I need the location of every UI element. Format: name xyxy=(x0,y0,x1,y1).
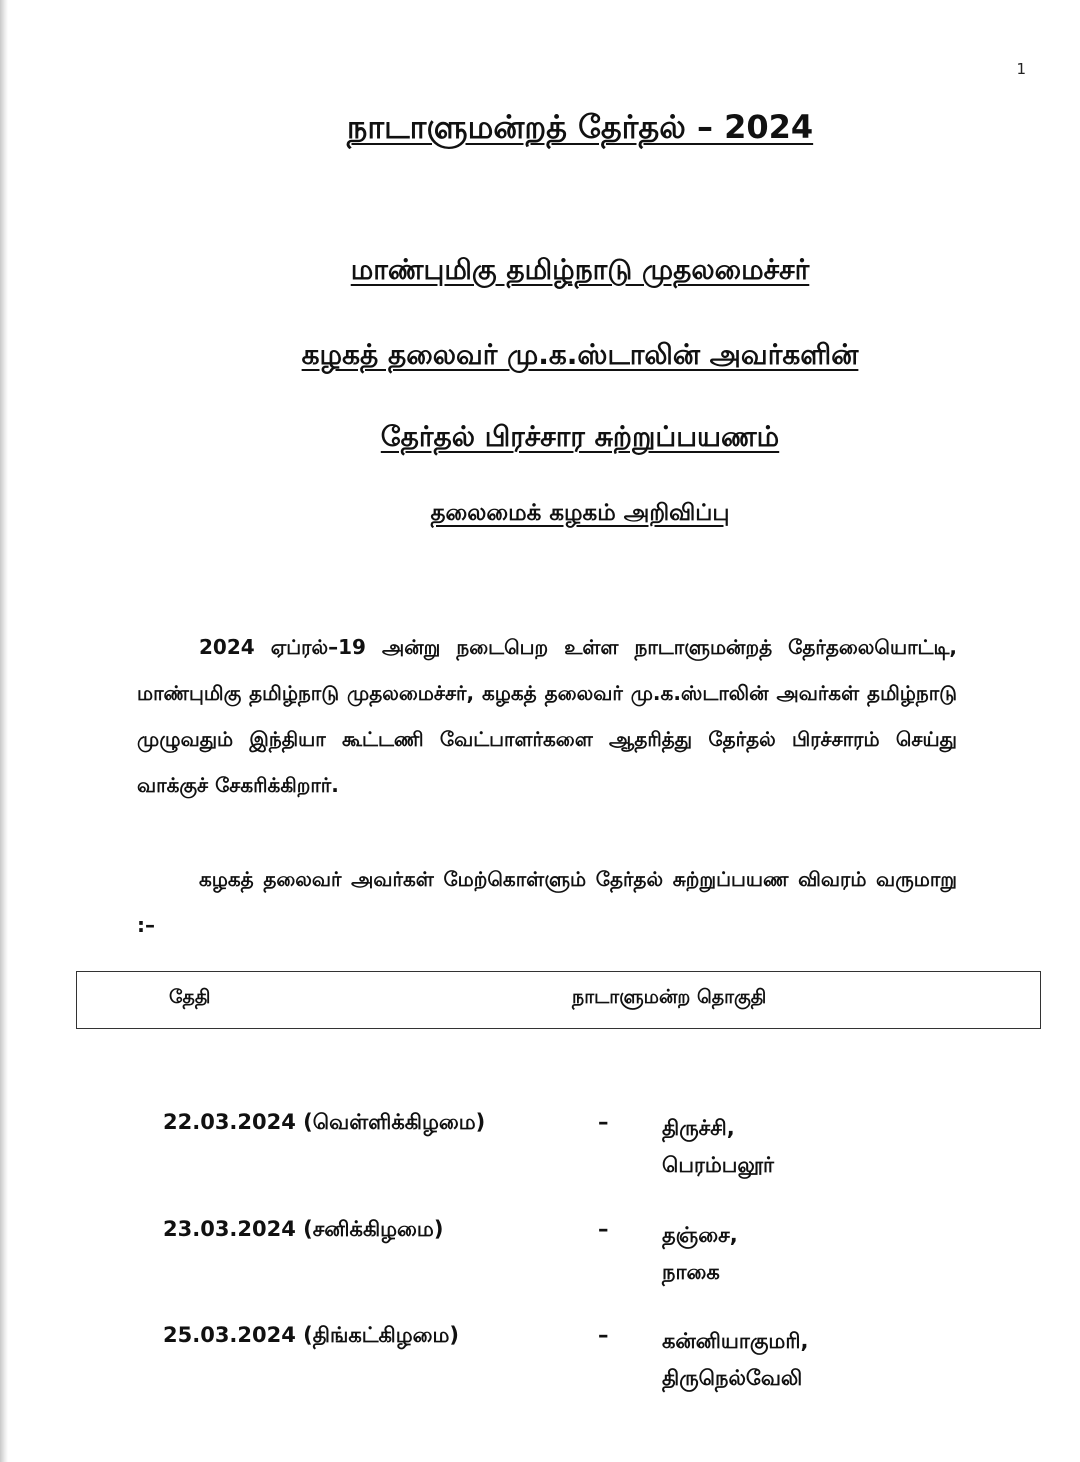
row-date: 22.03.2024 (வெள்ளிக்கிழமை) xyxy=(163,1110,486,1134)
constituency-name: தஞ்சை, xyxy=(662,1223,738,1247)
row-constituencies xyxy=(662,1323,808,1397)
heading-party-leader: கழகத் தலைவர் மு.க.ஸ்டாலின் அவர்களின் xyxy=(301,338,859,371)
heading-announcement: தலைமைக் கழகம் அறிவிப்பு xyxy=(430,500,730,526)
page-number: 1 xyxy=(1016,60,1026,78)
intro-paragraph: 2024 ஏப்ரல்–19 அன்று நடைபெற உள்ள நாடாளுமன்றத் தேர்தலையொட்டி, மாண்புமிகு தமிழ்நாடு முதலமைச்சர், கழகத் தலைவர் மு.க.ஸ்டாலின் அவர்கள் தமிழ்நாடு முழுவதும் இந்தியா கூட்டணி வேட்பாளர்களை ஆதரித்து தேர்தல் பிரச்சாரம் செய்து வாக்குச் சேகரிக்கிறார். xyxy=(137,635,957,797)
constituency-name: கன்னியாகுமரி, xyxy=(662,1329,809,1353)
schedule-row xyxy=(0,1110,1080,1200)
row-dash: – xyxy=(598,1110,609,1134)
row-date: 23.03.2024 (சனிக்கிழமை) xyxy=(163,1217,444,1241)
schedule-intro-paragraph: கழகத் தலைவர் அவர்கள் மேற்கொள்ளும் தேர்தல் சுற்றுப்பயண விவரம் வருமாறு :– xyxy=(137,867,957,937)
schedule-table-header xyxy=(76,971,1041,1029)
row-dash: – xyxy=(598,1217,609,1241)
constituency-name: திருநெல்வேலி xyxy=(662,1366,803,1390)
constituency-name: பெரம்பலூர் xyxy=(662,1153,775,1177)
heading-chief-minister: மாண்புமிகு தமிழ்நாடு முதலமைச்சர் xyxy=(350,253,810,286)
schedule-row xyxy=(0,1217,1080,1307)
row-date: 25.03.2024 (திங்கட்கிழமை) xyxy=(163,1323,459,1347)
schedule-row xyxy=(0,1323,1080,1413)
row-dash: – xyxy=(598,1323,609,1347)
constituency-name: திருச்சி, xyxy=(662,1116,735,1140)
header-date: தேதி xyxy=(169,986,211,1008)
heading-campaign-tour: தேர்தல் பிரச்சார சுற்றுப்பயணம் xyxy=(380,420,780,453)
document-title: நாடாளுமன்றத் தேர்தல் – 2024 xyxy=(346,108,814,146)
header-constituency: நாடாளுமன்ற தொகுதி xyxy=(572,986,767,1008)
constituency-name: நாகை xyxy=(662,1260,720,1284)
row-constituencies xyxy=(662,1110,774,1184)
row-constituencies xyxy=(662,1217,738,1291)
